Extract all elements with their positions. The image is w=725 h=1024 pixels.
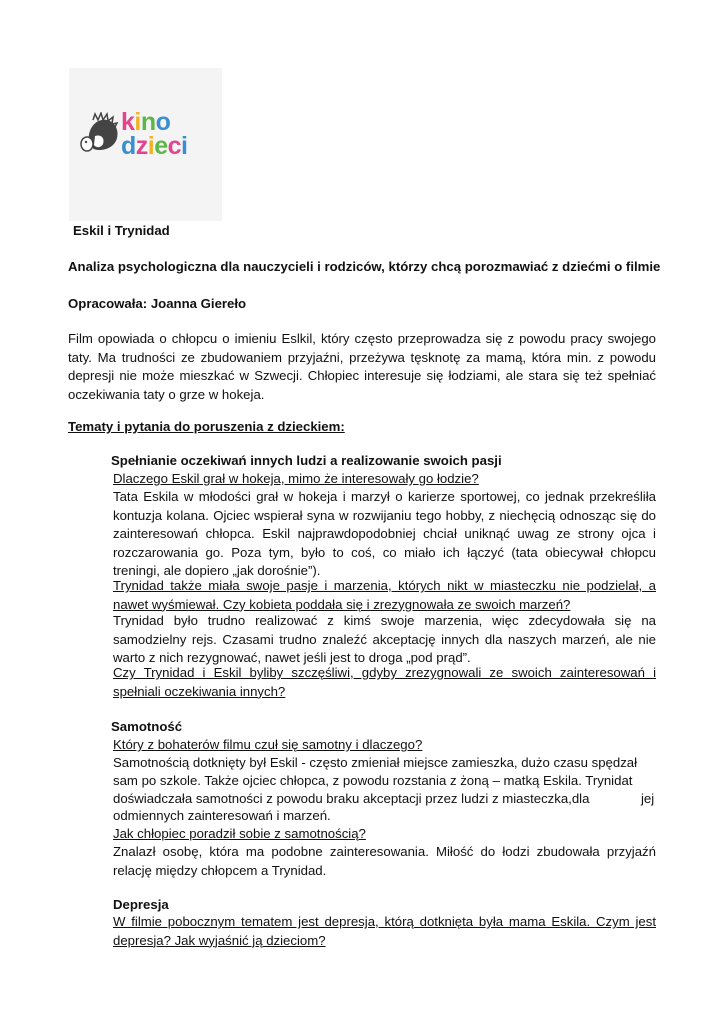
answer-line: sam po szkole. Także ojciec chłopca, z powodu rozstania z żoną – matką Eskila. Trynidat <box>113 773 633 788</box>
logo-letter: i <box>134 108 141 136</box>
answer-line: Samotnością dotknięty był Eskil - często zmieniał miejsce zamieszka, dużo czasu spędzał <box>113 755 638 770</box>
intro-paragraph: Film opowiada o chłopcu o imieniu Eslkil, który często przeprowadza się z powodu pracy swojego taty. Ma trudności ze zbudowaniem przyjaźni, przeżywa tęsknotę za mamą, która min. z powodu depresji nie może mieszkać w Szwecji. Chłopiec interesuje się łodziami, ale stara się też spełniać oczekiwania taty o grze w hokeja. <box>68 331 656 402</box>
logo-letter: i <box>147 132 155 160</box>
answer-paragraph: Trynidad było trudno realizować z kimś swoje marzenia, więc zdecydowała się na samodzielny rejs. Czasami trudno znaleźć akceptację innych dla naszych marzeń, ale nie warto z nich rezygnować, nawet jeśli jest to droga „pod prąd”. <box>113 613 656 666</box>
question: W filmie pobocznym tematem jest depresja, którą dotknięta była mama Eskila. Czym jest depresja? Jak wyjaśnić ją dzieciom? <box>113 914 656 948</box>
author-line: Opracowała: Joanna Giereło <box>68 296 247 311</box>
hedgehog-icon <box>79 112 119 154</box>
section-heading-depression: Depresja <box>113 897 169 912</box>
answer-line: jej <box>641 791 655 806</box>
logo-letter: d <box>121 132 136 160</box>
question: Dlaczego Eskil grał w hokeja, mimo że interesowały go łodzie? <box>113 471 479 486</box>
document-title: Eskil i Trynidad <box>73 223 170 238</box>
question: Czy Trynidad i Eskil byliby szczęśliwi, gdyby zrezygnowali ze swoich zainteresowań i spełniali oczekiwania innych? <box>113 665 656 699</box>
answer-paragraph: Tata Eskila w młodości grał w hokeja i marzył o karierze sportowej, co jednak przekreśliła kontuzja kolana. Ojciec wspierał syna w rozwijaniu tego hobby, z niechęcią odnosząc się do zainteresowań chłopca. Eskil najprawdopodobniej chciał uniknąć uwag ze strony ojca i rozczarowania go. Poza tym, było to coś, co miało ich łączyć (tata obiecywał chłopcu treningi, ale dopiero „jak dorośnie”). <box>113 489 656 579</box>
question: Który z bohaterów filmu czuł się samotny i dlaczego? <box>113 737 423 752</box>
answer-line: doświadczała samotności z powodu braku akceptacji przez ludzi z miasteczka,dla <box>113 791 590 806</box>
document-subtitle: Analiza psychologiczna dla nauczycieli i rodziców, którzy chcą porozmawiać z dziećmi o filmie <box>68 259 661 274</box>
logo-letter: i <box>181 132 188 160</box>
topics-heading: Tematy i pytania do poruszenia z dzieckiem: <box>68 419 345 434</box>
answer-paragraph: Znalazł osobę, która ma podobne zainteresowania. Miłość do łodzi zbudowała przyjaźń relację między chłopcem a Trynidad. <box>113 844 656 878</box>
logo-wordmark <box>121 110 188 158</box>
logo-letter: e <box>154 132 168 160</box>
section-heading-expectations: Spełnianie oczekiwań innych ludzi a realizowanie swoich pasji <box>111 453 502 468</box>
answer-line: odmiennych zainteresowań i marzeń. <box>113 808 331 823</box>
kino-dzieci-logo <box>69 68 222 221</box>
logo-letter: o <box>155 108 171 136</box>
logo-letter: k <box>121 108 135 136</box>
logo-letter: c <box>167 132 182 160</box>
section-heading-loneliness: Samotność <box>111 719 183 734</box>
logo-letter: n <box>140 108 156 136</box>
logo-letter: z <box>135 132 148 160</box>
question: Jak chłopiec poradził sobie z samotnością? <box>113 826 366 841</box>
question: Trynidad także miała swoje pasje i marzenia, których nikt w miasteczku nie podzielał, a nawet wyśmiewał. Czy kobieta poddała się i zrezygnowała ze swoich marzeń? <box>113 578 656 612</box>
